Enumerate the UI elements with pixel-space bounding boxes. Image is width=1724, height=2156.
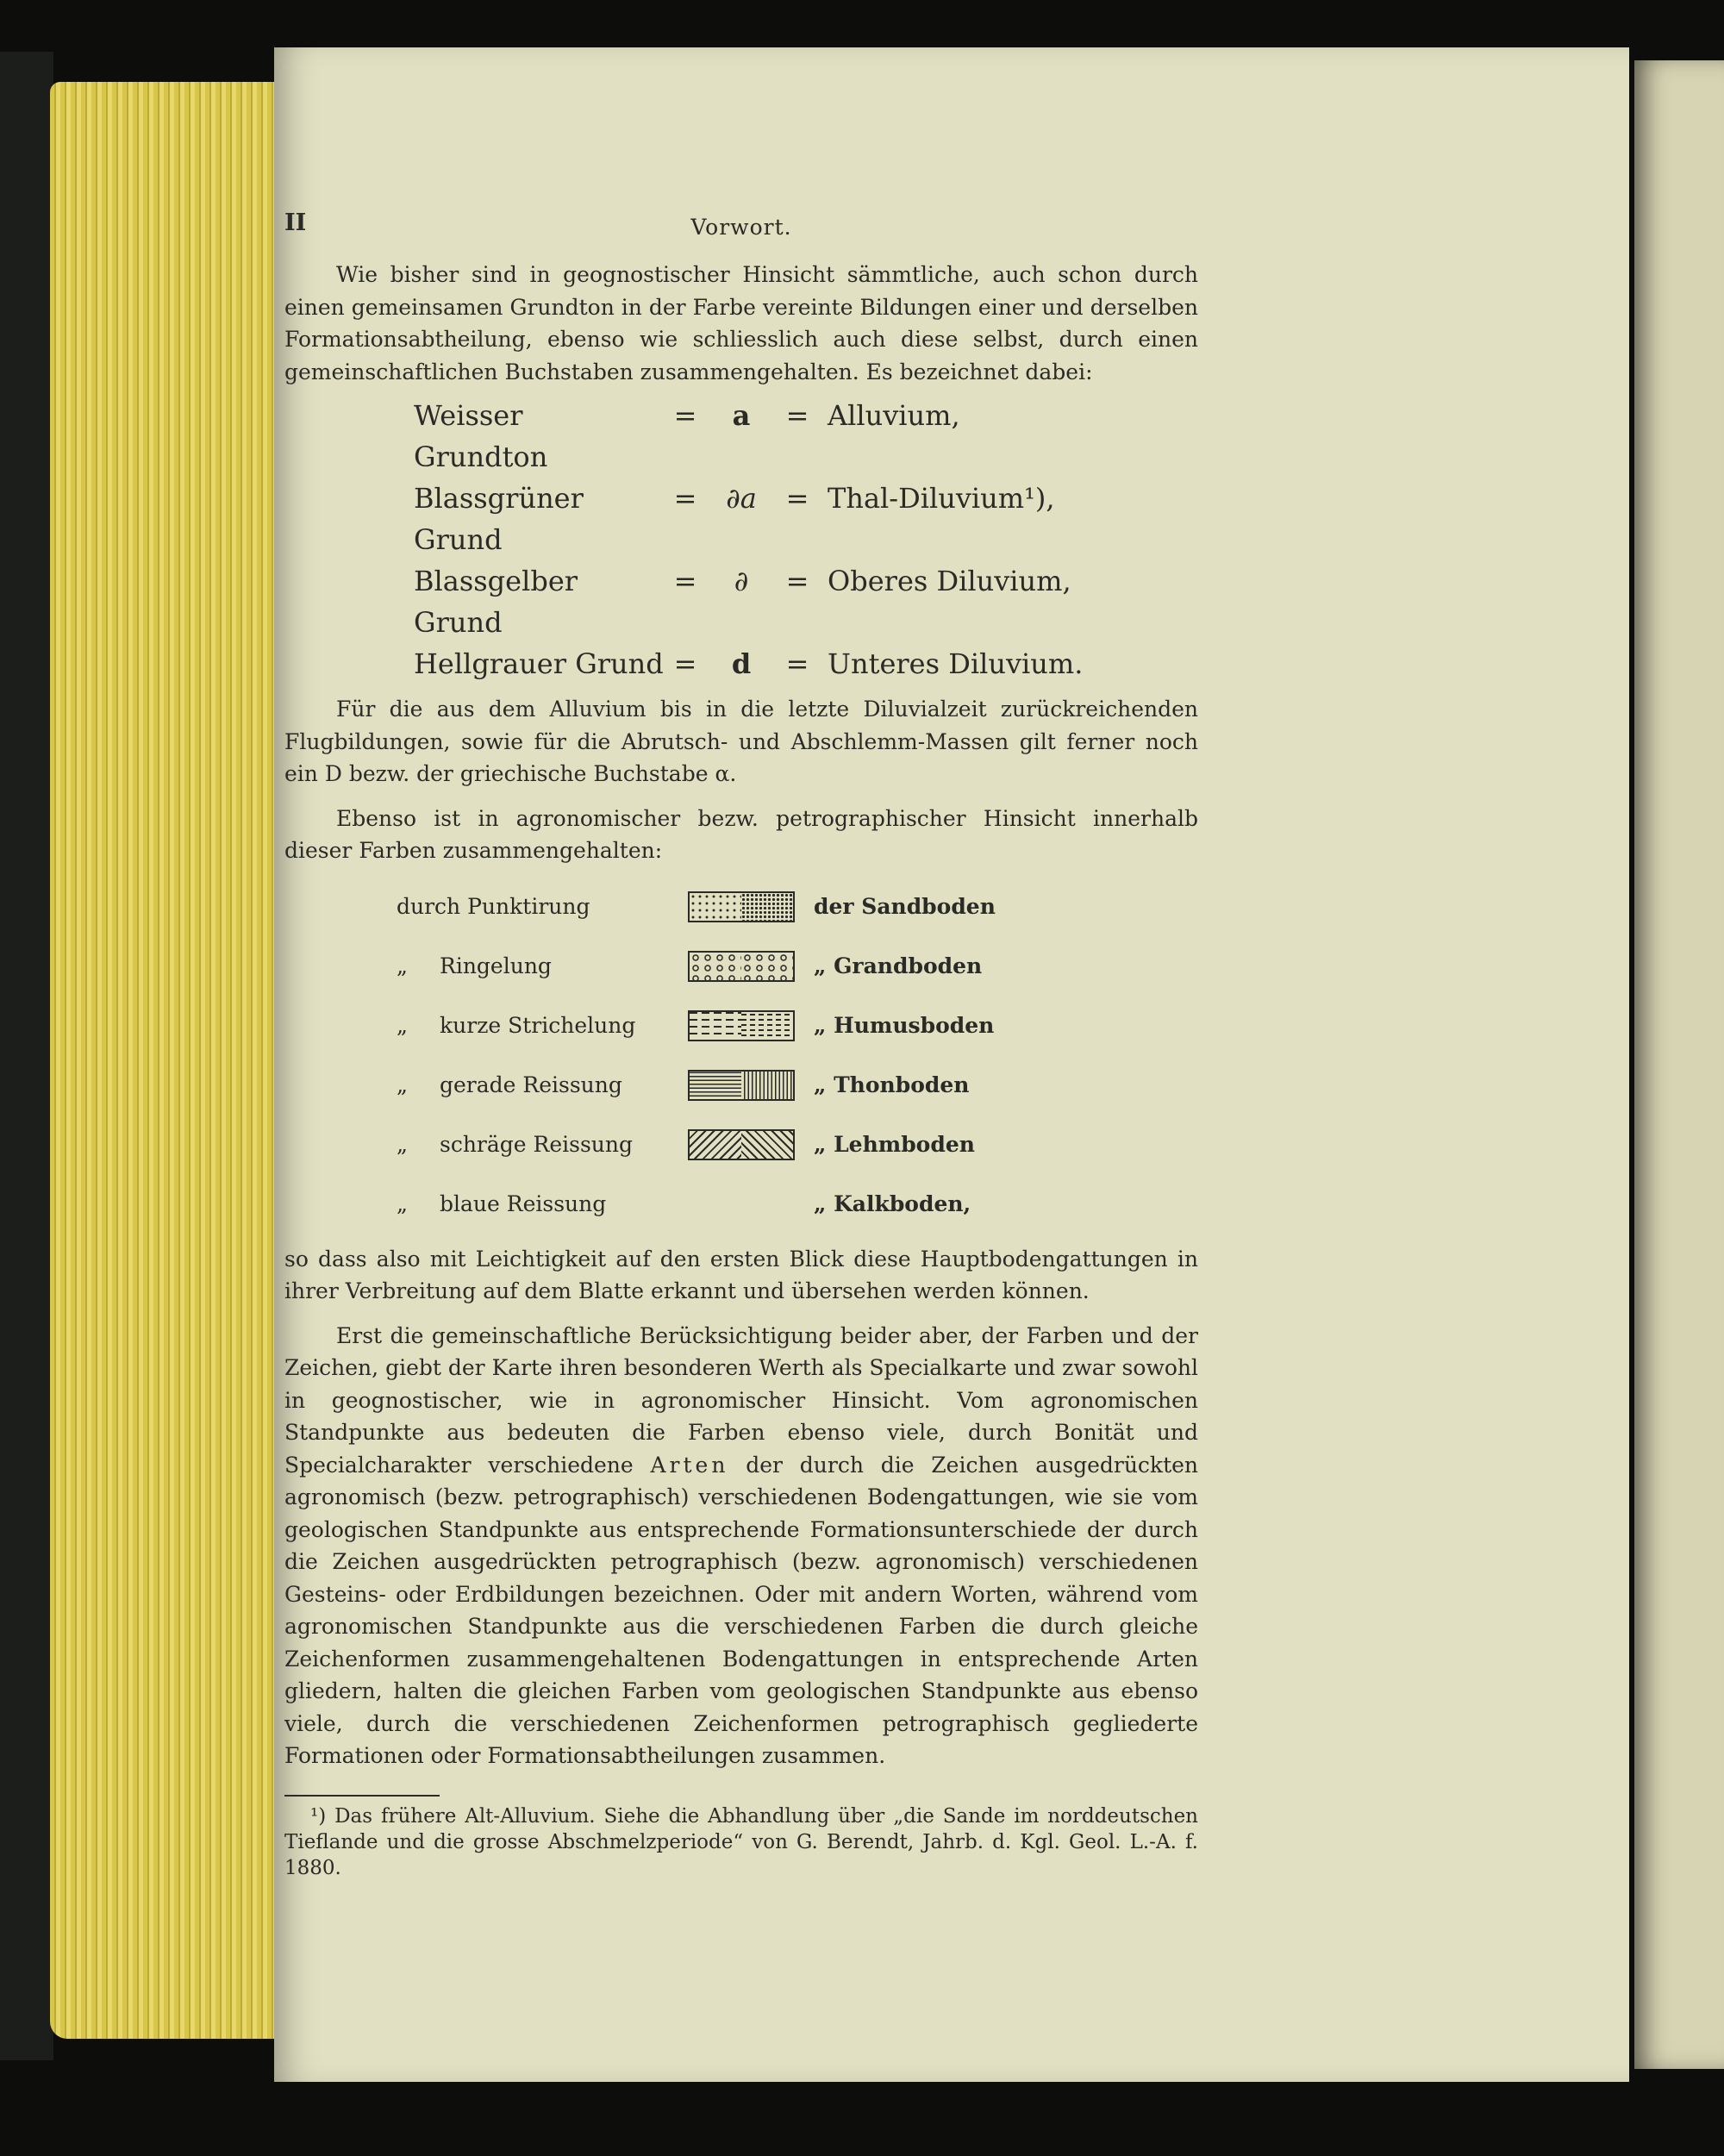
hatch-swatch-empty bbox=[688, 1189, 795, 1220]
pattern-term: Ringelung bbox=[440, 953, 552, 979]
color-legend bbox=[414, 395, 1198, 684]
hatch-right bbox=[741, 953, 793, 980]
color-legend-row bbox=[414, 395, 1198, 478]
formation-label: Thal-Diluvium¹), bbox=[828, 482, 1055, 515]
color-name: Blassgelber Grund bbox=[414, 565, 578, 639]
pattern-legend-row bbox=[397, 878, 1198, 937]
paragraph-5-part-1: Erst die gemeinschaftliche Berücksichtigung beider aber, der Farben und der Zeichen, giebt der Karte ihren besonderen Werth als Specialkarte und zwar sowohl in geognostischer, wie in agronomischer Hinsicht. Vom agronomischen Standpunkte aus bedeuten die Farben ebenso viele, durch Bonität und Specialcharakter verschiedene bbox=[284, 1322, 1198, 1478]
running-head: Vorwort. bbox=[690, 215, 792, 240]
formation-label: Unteres Diluvium. bbox=[828, 647, 1084, 680]
hatch-left bbox=[690, 1131, 741, 1159]
pattern-legend-row bbox=[397, 1175, 1198, 1234]
footnote-rule bbox=[284, 1795, 440, 1797]
ditto-mark: „ bbox=[397, 1132, 408, 1158]
ditto-mark: „ bbox=[397, 1072, 408, 1098]
hatch-swatch bbox=[688, 1010, 795, 1041]
paragraph-3: Ebenso ist in agronomischer bezw. petrographischer Hinsicht innerhalb dieser Farben zusammengehalten: bbox=[284, 805, 1198, 863]
soil-type: „ Humusboden bbox=[814, 1013, 995, 1039]
color-legend-row bbox=[414, 478, 1198, 560]
hatch-swatch bbox=[688, 1070, 795, 1101]
footnote: ¹) Das frühere Alt-Alluvium. Siehe die Abhandlung über „die Sande im norddeutschen Tieflande und die grosse Abschmelzperiode“ von G. Berendt, Jahrb. d. Kgl. Geol. L.-A. f. 1880. bbox=[284, 1804, 1198, 1879]
equals-sign: = bbox=[673, 482, 697, 515]
page-edges bbox=[50, 82, 283, 2039]
soil-type: der Sandboden bbox=[814, 894, 996, 920]
page-content bbox=[284, 207, 1198, 1881]
hatch-right bbox=[741, 1072, 793, 1099]
hatch-left bbox=[690, 1072, 741, 1099]
equals-sign: = bbox=[673, 399, 697, 432]
pattern-legend-row bbox=[397, 937, 1198, 997]
ditto-mark: „ bbox=[397, 1013, 408, 1039]
hatch-right bbox=[741, 1131, 793, 1159]
formation-symbol: ∂a bbox=[726, 482, 757, 515]
pattern-legend-row bbox=[397, 1115, 1198, 1175]
formation-symbol: d bbox=[731, 647, 752, 680]
formation-symbol: ∂ bbox=[734, 565, 749, 597]
hatch-swatch bbox=[688, 891, 795, 922]
spaced-word: Arten bbox=[650, 1452, 729, 1478]
soil-type: „ Kalkboden, bbox=[814, 1191, 971, 1217]
hatch-swatch bbox=[688, 951, 795, 982]
equals-sign: = bbox=[673, 647, 697, 680]
ditto-mark: „ bbox=[397, 953, 408, 979]
pattern-legend-row bbox=[397, 1056, 1198, 1115]
pattern-term: kurze Strichelung bbox=[440, 1013, 636, 1039]
hatch-right bbox=[741, 893, 793, 921]
color-legend-row bbox=[414, 643, 1198, 684]
hatch-left bbox=[690, 953, 741, 980]
hatch-right bbox=[741, 1012, 793, 1040]
pattern-term: gerade Reissung bbox=[440, 1072, 622, 1098]
soil-pattern-legend bbox=[397, 878, 1198, 1234]
paragraph-2: Für die aus dem Alluvium bis in die letzte Diluvialzeit zurückreichenden Flugbildungen, sowie für die Abrutsch- und Abschlemm-Massen gilt ferner noch ein D bezw. der griechische Buchstabe α. bbox=[284, 697, 1198, 786]
formation-label: Oberes Diluvium, bbox=[828, 565, 1071, 597]
page-number: II bbox=[284, 209, 307, 236]
paragraph-5 bbox=[284, 1320, 1198, 1772]
page-header bbox=[284, 207, 1198, 259]
hatch-swatch bbox=[688, 1129, 795, 1160]
book-cover-edge bbox=[0, 52, 53, 2060]
paragraph-5-part-2: der durch die Zeichen ausgedrückten agronomisch (bezw. petrographisch) verschiedenen Bodengattungen, wie sie vom geologischen Standpunkte aus entsprechende Formationsunterschiede der durch die Zeichen ausgedrückten petrographisch (bezw. agronomisch) verschiedenen Gesteins- oder Erdbildungen bezeichnen. Oder mit andern Worten, während vom agronomischen Standpunkte aus die verschiedenen Farben die durch gleiche Zeichenformen zusammengehaltenen Bodengattungen in entsprechende Arten gliedern, halten die gleichen Farben vom geologischen Standpunkte aus ebenso viele, durch die verschiedenen Zeichenformen petrographisch gegliederte Formationen oder Formationsabtheilungen zusammen. bbox=[284, 1452, 1199, 1768]
facing-page-edge bbox=[1634, 60, 1724, 2069]
color-name: Weisser Grundton bbox=[414, 399, 548, 473]
equals-sign: = bbox=[785, 399, 809, 432]
soil-type: „ Lehmboden bbox=[814, 1132, 975, 1158]
formation-label: Alluvium, bbox=[828, 399, 960, 432]
paragraph-4: so dass also mit Leichtigkeit auf den ersten Blick diese Hauptbodengattungen in ihrer Verbreitung auf dem Blatte erkannt und übersehen werden können. bbox=[284, 1246, 1198, 1303]
soil-type: „ Grandboden bbox=[814, 953, 983, 979]
hatch-left bbox=[690, 893, 741, 921]
color-legend-row bbox=[414, 560, 1198, 643]
color-name: Blassgrüner Grund bbox=[414, 482, 584, 556]
pattern-term: schräge Reissung bbox=[440, 1132, 634, 1158]
pattern-legend-row bbox=[397, 997, 1198, 1056]
equals-sign: = bbox=[785, 482, 809, 515]
pattern-term: blaue Reissung bbox=[440, 1191, 607, 1217]
ditto-mark: „ bbox=[397, 1191, 408, 1217]
hatch-left bbox=[690, 1012, 741, 1040]
equals-sign: = bbox=[785, 647, 809, 680]
equals-sign: = bbox=[673, 565, 697, 597]
color-name: Hellgrauer Grund bbox=[414, 647, 664, 680]
equals-sign: = bbox=[785, 565, 809, 597]
pattern-term: durch Punktirung bbox=[397, 894, 590, 920]
paragraph-1: Wie bisher sind in geognostischer Hinsicht sämmtliche, auch schon durch einen gemeinsamen Grundton in der Farbe vereinte Bildungen einer und derselben Formationsabtheilung, ebenso wie schliesslich auch diese selbst, durch einen gemeinschaftlichen Buchstaben zusammengehalten. Es bezeichnet dabei: bbox=[284, 262, 1198, 384]
formation-symbol: a bbox=[732, 399, 751, 432]
soil-type: „ Thonboden bbox=[814, 1072, 970, 1098]
